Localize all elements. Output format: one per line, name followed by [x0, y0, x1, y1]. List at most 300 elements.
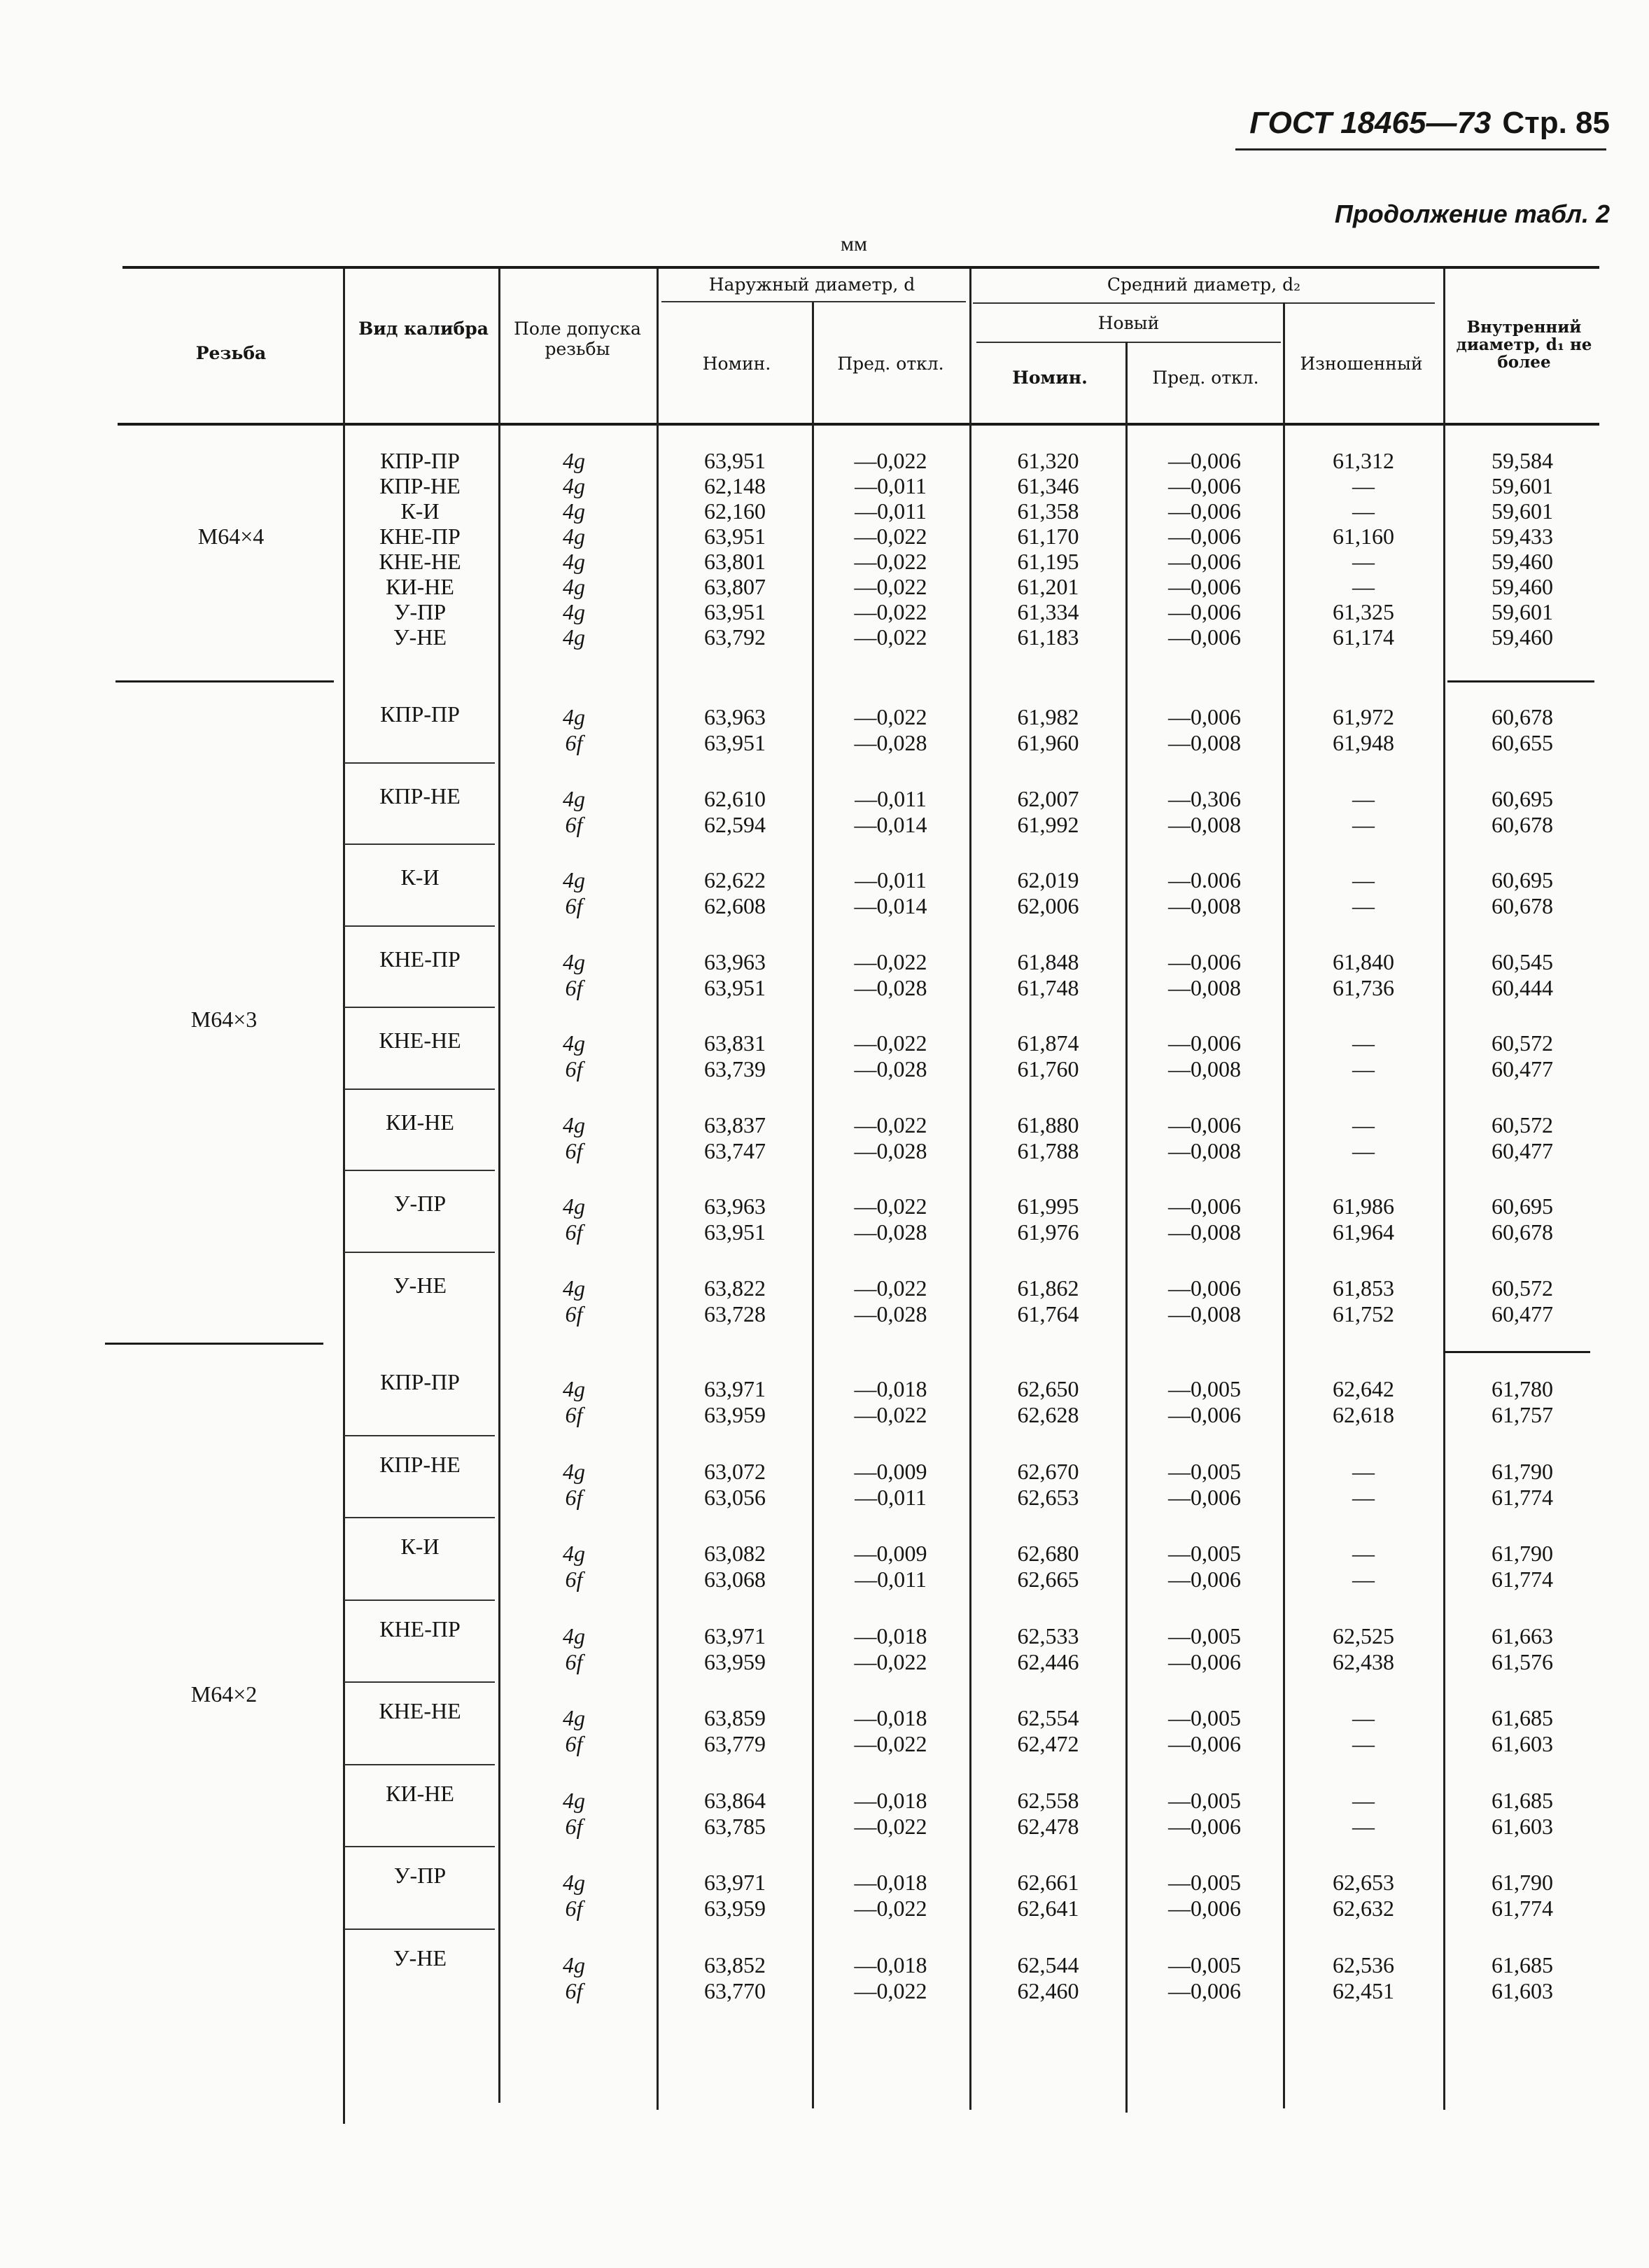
- cell-d-nom: 63,951: [704, 974, 766, 1000]
- group-separator-left: [105, 1343, 323, 1345]
- cell-d2-nom: 62,558: [1017, 1787, 1079, 1813]
- cell-d-nom: 63,082: [704, 1541, 766, 1566]
- gauge-separator: [344, 925, 495, 927]
- cell-d1: 60,572: [1492, 1112, 1553, 1138]
- cell-worn: —: [1352, 1030, 1375, 1056]
- thread-name: М64×4: [197, 524, 265, 549]
- cell-tol: 4g: [563, 1705, 585, 1730]
- cell-d2-dev: —0,008: [1168, 1056, 1241, 1082]
- cell-d-nom: 63,963: [704, 1194, 766, 1219]
- gauge-type: КНЕ-ПР: [379, 1616, 461, 1642]
- cell-d1: 60,695: [1492, 785, 1553, 811]
- cell-d2-dev: —0,005: [1168, 1952, 1241, 1977]
- cell-tol: 4g: [563, 549, 585, 574]
- cell-d-nom: 63,951: [704, 448, 766, 473]
- cell-d1: 61,774: [1492, 1567, 1553, 1592]
- gauge-separator: [344, 1928, 495, 1930]
- cell-d-nom: 63,959: [704, 1648, 766, 1674]
- cell-d1: 61,685: [1492, 1952, 1553, 1977]
- cell-d2-dev: —0,006: [1168, 1402, 1241, 1427]
- cell-d-nom: 63,864: [704, 1787, 766, 1813]
- cell-d1: 61,790: [1492, 1458, 1553, 1484]
- cell-d2-dev: —0,005: [1168, 1705, 1241, 1730]
- cell-tol: 6f: [565, 1138, 583, 1163]
- cell-d2-nom: 61,880: [1017, 1112, 1079, 1138]
- cell-d-dev: —0,022: [854, 1648, 927, 1674]
- cell-tol: 4g: [563, 785, 585, 811]
- cell-d-nom: 63,959: [704, 1896, 766, 1921]
- gauge-type: КПР-НЕ: [379, 1451, 461, 1477]
- cell-d2-dev: —0,005: [1168, 1376, 1241, 1401]
- cell-worn: 61,160: [1333, 524, 1394, 549]
- cell-d1: 59,584: [1492, 448, 1553, 473]
- gauge-type: КНЕ-ПР: [379, 946, 461, 972]
- col-outer-diameter: Наружный диаметр, d: [708, 274, 915, 295]
- cell-d-nom: 63,959: [704, 1402, 766, 1427]
- cell-d1: 60,444: [1492, 974, 1553, 1000]
- cell-d2-nom: 62,472: [1017, 1731, 1079, 1756]
- col-outer-nominal: Номин.: [702, 354, 771, 374]
- cell-d2-nom: 61,760: [1017, 1056, 1079, 1082]
- cell-d1: 60,545: [1492, 948, 1553, 974]
- cell-d2-dev: —0,006: [1168, 1648, 1241, 1674]
- cell-worn: 62,632: [1333, 1896, 1394, 1921]
- cell-d2-nom: 62,007: [1017, 785, 1079, 811]
- cell-d1: 60,477: [1492, 1056, 1553, 1082]
- gauge-type: КПР-ПР: [380, 448, 460, 473]
- cell-d1: 61,790: [1492, 1541, 1553, 1566]
- cell-d2-dev: —0,005: [1168, 1787, 1241, 1813]
- cell-d-dev: —0,022: [854, 1731, 927, 1756]
- cell-d-dev: —0,022: [854, 948, 927, 974]
- cell-tol: 6f: [565, 1813, 583, 1839]
- cell-d-nom: 63,807: [704, 574, 766, 599]
- cell-worn: 61,986: [1333, 1194, 1394, 1219]
- cell-d-dev: —0,022: [854, 1112, 927, 1138]
- cell-d-nom: 63,056: [704, 1484, 766, 1510]
- cell-tol: 6f: [565, 1731, 583, 1756]
- cell-d2-nom: 62,006: [1017, 893, 1079, 918]
- cell-d2-nom: 61,346: [1017, 473, 1079, 498]
- cell-worn: —: [1352, 1787, 1375, 1813]
- gauge-separator: [344, 844, 495, 845]
- cell-d-dev: —0,011: [855, 473, 927, 498]
- cell-d2-nom: 62,446: [1017, 1648, 1079, 1674]
- cell-d-dev: —0,022: [854, 704, 927, 729]
- cell-d2-dev: —0,008: [1168, 1219, 1241, 1245]
- cell-tol: 6f: [565, 1219, 583, 1245]
- cell-worn: 61,752: [1333, 1301, 1394, 1326]
- cell-d1: 61,603: [1492, 1813, 1553, 1839]
- cell-tol: 6f: [565, 1402, 583, 1427]
- cell-d1: 61,603: [1492, 1731, 1553, 1756]
- cell-tol: 4g: [563, 1194, 585, 1219]
- cell-tol: 6f: [565, 730, 583, 755]
- cell-d2-dev: —0,006: [1168, 1731, 1241, 1756]
- cell-tol: 6f: [565, 974, 583, 1000]
- cell-d2-nom: 62,665: [1017, 1567, 1079, 1592]
- cell-d-dev: —0,022: [854, 1896, 927, 1921]
- cell-d2-dev: —0,006: [1168, 704, 1241, 729]
- cell-d-nom: 63,801: [704, 549, 766, 574]
- cell-worn: 62,525: [1333, 1623, 1394, 1648]
- cell-d-dev: —0,022: [854, 1030, 927, 1056]
- col-pitch-new: Новый: [1097, 313, 1160, 333]
- gauge-separator: [344, 1600, 495, 1601]
- thread-name: М64×2: [190, 1681, 258, 1707]
- cell-d-nom: 62,594: [704, 811, 766, 837]
- cell-worn: —: [1352, 1484, 1375, 1510]
- cell-d1: 61,685: [1492, 1787, 1553, 1813]
- cell-d-dev: —0,028: [854, 1138, 927, 1163]
- cell-d2-dev: —0,006: [1168, 624, 1241, 650]
- cell-d2-dev: —0,006: [1168, 549, 1241, 574]
- col-tolerance-field: Поле допуска резьбы: [514, 318, 641, 359]
- cell-d-dev: —0,022: [854, 1813, 927, 1839]
- cell-d1: 61,663: [1492, 1623, 1553, 1648]
- cell-d2-dev: —0,008: [1168, 1301, 1241, 1326]
- cell-d2-nom: 61,358: [1017, 498, 1079, 524]
- cell-worn: —: [1352, 1813, 1375, 1839]
- gauge-separator: [344, 1517, 495, 1518]
- cell-d1: 61,774: [1492, 1896, 1553, 1921]
- cell-worn: 62,536: [1333, 1952, 1394, 1977]
- cell-tol: 4g: [563, 599, 585, 624]
- cell-worn: 61,948: [1333, 730, 1394, 755]
- cell-d2-nom: 61,320: [1017, 448, 1079, 473]
- cell-d-nom: 63,971: [704, 1623, 766, 1648]
- cell-d-nom: 63,831: [704, 1030, 766, 1056]
- cell-d-nom: 63,951: [704, 730, 766, 755]
- group-separator-left: [115, 680, 334, 682]
- header-bottom-rule: [118, 423, 1599, 426]
- cell-d-dev: —0,022: [854, 448, 927, 473]
- cell-d2-nom: 61,992: [1017, 811, 1079, 837]
- col-inner-diameter: Внутренний диаметр, d₁ не более: [1456, 318, 1592, 372]
- gauge-type: КНЕ-НЕ: [379, 1028, 461, 1053]
- cell-d2-dev: —0,006: [1168, 448, 1241, 473]
- col-pitch-worn: Изношенный: [1300, 354, 1423, 374]
- cell-d2-nom: 62,650: [1017, 1376, 1079, 1401]
- cell-d-dev: —0,009: [854, 1541, 927, 1566]
- cell-d1: 59,460: [1492, 624, 1553, 650]
- cell-tol: 4g: [563, 1541, 585, 1566]
- cell-d-dev: —0,014: [854, 811, 927, 837]
- cell-worn: —: [1352, 1458, 1375, 1484]
- cell-d-dev: —0,022: [854, 624, 927, 650]
- cell-d-dev: —0,009: [854, 1458, 927, 1484]
- cell-d-dev: —0,018: [854, 1623, 927, 1648]
- cell-d1: 60,678: [1492, 704, 1553, 729]
- cell-tol: 4g: [563, 1623, 585, 1648]
- cell-d-dev: —0,018: [854, 1787, 927, 1813]
- cell-d1: 61,757: [1492, 1402, 1553, 1427]
- cell-d-dev: —0,028: [854, 1219, 927, 1245]
- cell-d2-dev: —0,008: [1168, 974, 1241, 1000]
- gauge-type: К-И: [400, 864, 440, 890]
- cell-d2-dev: —0,006: [1168, 1567, 1241, 1592]
- gauge-type: КПР-ПР: [380, 701, 460, 727]
- cell-d-dev: —0,018: [854, 1376, 927, 1401]
- cell-d-nom: 63,852: [704, 1952, 766, 1977]
- cell-tol: 6f: [565, 1896, 583, 1921]
- cell-d1: 59,601: [1492, 473, 1553, 498]
- cell-d2-dev: —0,008: [1168, 811, 1241, 837]
- cell-d1: 60,678: [1492, 893, 1553, 918]
- cell-tol: 4g: [563, 448, 585, 473]
- cell-d2-nom: 62,533: [1017, 1623, 1079, 1648]
- cell-tol: 6f: [565, 1567, 583, 1592]
- cell-d2-nom: 61,995: [1017, 1194, 1079, 1219]
- cell-d-nom: 63,785: [704, 1813, 766, 1839]
- cell-d-dev: —0,022: [854, 1402, 927, 1427]
- page-number: Стр. 85: [1502, 106, 1610, 140]
- cell-worn: —: [1352, 1056, 1375, 1082]
- cell-d2-nom: 61,982: [1017, 704, 1079, 729]
- cell-worn: 61,853: [1333, 1275, 1394, 1301]
- cell-tol: 6f: [565, 1301, 583, 1326]
- cell-tol: 4g: [563, 948, 585, 974]
- cell-worn: —: [1352, 785, 1375, 811]
- cell-d-nom: 63,837: [704, 1112, 766, 1138]
- cell-d1: 60,678: [1492, 1219, 1553, 1245]
- cell-d-nom: 63,951: [704, 524, 766, 549]
- gauge-separator: [344, 1846, 495, 1847]
- cell-d1: 60,572: [1492, 1275, 1553, 1301]
- cell-d-nom: 62,610: [704, 785, 766, 811]
- table-continuation-caption: Продолжение табл. 2: [1334, 200, 1610, 228]
- cell-worn: —: [1352, 811, 1375, 837]
- cell-worn: 62,451: [1333, 1977, 1394, 2003]
- cell-d-nom: 63,859: [704, 1705, 766, 1730]
- cell-d-dev: —0,028: [854, 1056, 927, 1082]
- cell-d1: 59,433: [1492, 524, 1553, 549]
- cell-d-dev: —0,022: [854, 1194, 927, 1219]
- cell-d-dev: —0,022: [854, 599, 927, 624]
- cell-worn: 61,325: [1333, 599, 1394, 624]
- grid-line: [1125, 342, 1128, 2113]
- cell-worn: 62,438: [1333, 1648, 1394, 1674]
- cell-d2-nom: 62,460: [1017, 1977, 1079, 2003]
- cell-d-nom: 63,963: [704, 704, 766, 729]
- cell-tol: 4g: [563, 1870, 585, 1895]
- cell-tol: 4g: [563, 524, 585, 549]
- cell-d2-dev: —0,006: [1168, 948, 1241, 974]
- cell-tol: 4g: [563, 1112, 585, 1138]
- cell-d1: 61,576: [1492, 1648, 1553, 1674]
- cell-tol: 4g: [563, 867, 585, 892]
- thread-name: М64×3: [190, 1007, 258, 1032]
- col-pitch-diameter: Средний диаметр, d₂: [1107, 274, 1301, 295]
- cell-d2-dev: —0,006: [1168, 1275, 1241, 1301]
- grid-line: [812, 302, 814, 2108]
- grid-line: [657, 269, 659, 2110]
- cell-d2-dev: —0,006: [1168, 498, 1241, 524]
- cell-d2-dev: —0,006: [1168, 599, 1241, 624]
- cell-d-dev: —0,014: [854, 893, 927, 918]
- cell-worn: 61,972: [1333, 704, 1394, 729]
- cell-d-dev: —0,011: [855, 1567, 927, 1592]
- cell-worn: 62,618: [1333, 1402, 1394, 1427]
- cell-worn: —: [1352, 1112, 1375, 1138]
- col-thread: Резьба: [195, 343, 267, 363]
- cell-d-dev: —0,022: [854, 549, 927, 574]
- gauge-type: У-ПР: [393, 1863, 447, 1888]
- gauge-type: У-НЕ: [393, 624, 447, 650]
- cell-d-nom: 63,072: [704, 1458, 766, 1484]
- cell-d1: 60,477: [1492, 1138, 1553, 1163]
- cell-d2-dev: —0,006: [1168, 1194, 1241, 1219]
- cell-d-nom: 63,747: [704, 1138, 766, 1163]
- cell-d-nom: 62,160: [704, 498, 766, 524]
- cell-d-nom: 63,792: [704, 624, 766, 650]
- gauge-type: КПР-НЕ: [379, 783, 461, 808]
- cell-d2-nom: 62,680: [1017, 1541, 1079, 1566]
- cell-d1: 59,601: [1492, 599, 1553, 624]
- cell-d2-nom: 61,960: [1017, 730, 1079, 755]
- cell-worn: 62,642: [1333, 1376, 1394, 1401]
- pitch-diam-rule: [973, 302, 1435, 304]
- cell-d-nom: 63,068: [704, 1567, 766, 1592]
- gauge-type: КНЕ-НЕ: [379, 549, 461, 574]
- cell-d-dev: —0,028: [854, 1301, 927, 1326]
- gauge-separator: [344, 1088, 495, 1090]
- cell-d2-dev: —0,306: [1168, 785, 1241, 811]
- cell-tol: 6f: [565, 1056, 583, 1082]
- cell-d2-nom: 62,544: [1017, 1952, 1079, 1977]
- cell-d1: 60,572: [1492, 1030, 1553, 1056]
- grid-line: [969, 269, 971, 2110]
- gauge-type: КИ-НЕ: [386, 1780, 454, 1806]
- cell-d2-dev: —0,006: [1168, 1112, 1241, 1138]
- cell-tol: 4g: [563, 624, 585, 650]
- cell-d1: 61,603: [1492, 1977, 1553, 2003]
- cell-tol: 6f: [565, 893, 583, 918]
- gauge-type: КИ-НЕ: [386, 574, 454, 599]
- cell-d1: 60,695: [1492, 867, 1553, 892]
- cell-d-nom: 63,971: [704, 1870, 766, 1895]
- gauge-separator: [344, 762, 495, 764]
- cell-worn: —: [1352, 1705, 1375, 1730]
- cell-d2-nom: 61,976: [1017, 1219, 1079, 1245]
- cell-d2-dev: —0,005: [1168, 1458, 1241, 1484]
- cell-d-dev: —0,022: [854, 1275, 927, 1301]
- cell-d2-nom: 61,195: [1017, 549, 1079, 574]
- col-outer-deviation: Пред. откл.: [837, 354, 944, 374]
- gauge-type: У-НЕ: [393, 1945, 447, 1970]
- cell-d-dev: —0,011: [855, 1484, 927, 1510]
- cell-d1: 59,601: [1492, 498, 1553, 524]
- cell-d1: 59,460: [1492, 549, 1553, 574]
- cell-d-nom: 63,770: [704, 1977, 766, 2003]
- cell-worn: —: [1352, 473, 1375, 498]
- page-header: [1221, 105, 1610, 141]
- gauge-type: КИ-НЕ: [386, 1109, 454, 1135]
- cell-tol: 4g: [563, 1787, 585, 1813]
- cell-d2-nom: 61,183: [1017, 624, 1079, 650]
- gauge-type: КПР-ПР: [380, 1369, 460, 1394]
- cell-d2-dev: —0,006: [1168, 524, 1241, 549]
- cell-tol: 4g: [563, 1376, 585, 1401]
- cell-d-nom: 63,739: [704, 1056, 766, 1082]
- cell-worn: —: [1352, 498, 1375, 524]
- cell-d1: 61,774: [1492, 1484, 1553, 1510]
- cell-d2-dev: —0,005: [1168, 1870, 1241, 1895]
- cell-d-nom: 63,951: [704, 599, 766, 624]
- cell-tol: 6f: [565, 1484, 583, 1510]
- cell-d-dev: —0,028: [854, 730, 927, 755]
- cell-d2-dev: —0,006: [1168, 574, 1241, 599]
- cell-d1: 61,685: [1492, 1705, 1553, 1730]
- cell-d2-dev: —0,008: [1168, 730, 1241, 755]
- cell-worn: 61,312: [1333, 448, 1394, 473]
- cell-worn: 61,736: [1333, 974, 1394, 1000]
- cell-d-nom: 62,608: [704, 893, 766, 918]
- header-underline: [1235, 148, 1606, 150]
- gauge-separator: [344, 1681, 495, 1683]
- cell-d2-dev: —0,008: [1168, 1138, 1241, 1163]
- cell-d-nom: 62,148: [704, 473, 766, 498]
- gauge-type: КПР-НЕ: [379, 473, 461, 498]
- cell-tol: 4g: [563, 704, 585, 729]
- cell-d1: 60,678: [1492, 811, 1553, 837]
- cell-d1: 61,790: [1492, 1870, 1553, 1895]
- cell-d-dev: —0,018: [854, 1952, 927, 1977]
- cell-d2-dev: —0,005: [1168, 1623, 1241, 1648]
- cell-worn: —: [1352, 893, 1375, 918]
- gauge-separator: [344, 1170, 495, 1171]
- cell-d-nom: 63,779: [704, 1731, 766, 1756]
- cell-d-dev: —0,011: [855, 498, 927, 524]
- cell-worn: —: [1352, 1138, 1375, 1163]
- grid-line: [1283, 302, 1285, 2108]
- cell-worn: —: [1352, 1731, 1375, 1756]
- cell-d2-nom: 62,554: [1017, 1705, 1079, 1730]
- cell-d2-nom: 62,019: [1017, 867, 1079, 892]
- gauge-separator: [344, 1435, 495, 1436]
- col-pitch-deviation: Пред. откл.: [1152, 368, 1259, 388]
- cell-d-dev: —0,022: [854, 1977, 927, 2003]
- cell-tol: 4g: [563, 1458, 585, 1484]
- cell-d1: 61,780: [1492, 1376, 1553, 1401]
- cell-d2-nom: 62,628: [1017, 1402, 1079, 1427]
- cell-tol: 6f: [565, 1977, 583, 2003]
- col-gauge-type: Вид калибра: [358, 318, 489, 339]
- cell-worn: —: [1352, 549, 1375, 574]
- cell-d1: 60,655: [1492, 730, 1553, 755]
- gauge-type: К-И: [400, 1534, 440, 1559]
- cell-d2-dev: —0,006: [1168, 1484, 1241, 1510]
- cell-d-nom: 63,728: [704, 1301, 766, 1326]
- cell-worn: 61,964: [1333, 1219, 1394, 1245]
- cell-d1: 60,695: [1492, 1194, 1553, 1219]
- cell-tol: 4g: [563, 1952, 585, 1977]
- cell-worn: 62,653: [1333, 1870, 1394, 1895]
- gauge-type: КНЕ-ПР: [379, 524, 461, 549]
- cell-d-nom: 63,971: [704, 1376, 766, 1401]
- cell-d2-dev: —0,006: [1168, 1030, 1241, 1056]
- cell-d1: 60,477: [1492, 1301, 1553, 1326]
- cell-d2-nom: 62,661: [1017, 1870, 1079, 1895]
- cell-d-nom: 62,622: [704, 867, 766, 892]
- cell-d2-nom: 61,788: [1017, 1138, 1079, 1163]
- cell-d-dev: —0,022: [854, 524, 927, 549]
- cell-d2-nom: 62,670: [1017, 1458, 1079, 1484]
- cell-worn: —: [1352, 867, 1375, 892]
- cell-d-dev: —0,018: [854, 1870, 927, 1895]
- gauge-separator: [344, 1764, 495, 1765]
- cell-d2-nom: 61,334: [1017, 599, 1079, 624]
